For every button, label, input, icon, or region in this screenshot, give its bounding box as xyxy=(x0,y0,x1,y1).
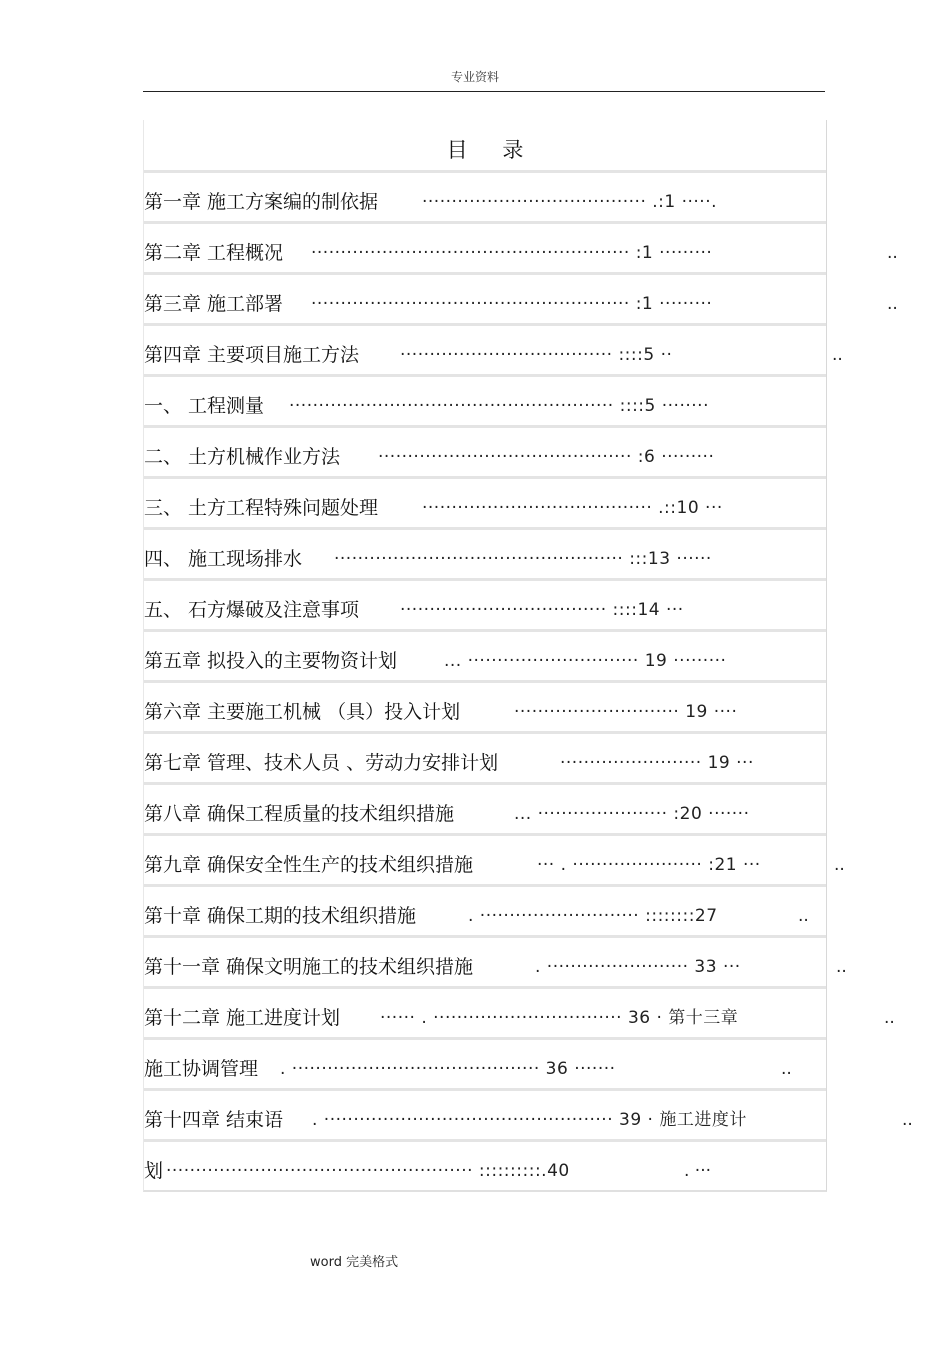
toc-entry-label: 第十一章 确保文明施工的技术组织措施 xyxy=(144,956,474,978)
toc-entry[interactable] xyxy=(144,785,826,836)
toc-entry-leader: ························ 19 ··· xyxy=(560,753,754,773)
toc-entry[interactable] xyxy=(144,1142,826,1190)
toc-entry[interactable] xyxy=(144,530,826,581)
toc-entry-label: 第十章 确保工期的技术组织措施 xyxy=(144,905,417,927)
toc-entry-label: 第七章 管理、技术人员 、劳动力安排计划 xyxy=(144,752,499,774)
toc-entry[interactable] xyxy=(144,734,826,785)
toc-entry-leader: ······················································· ::::5 ········ xyxy=(289,396,709,416)
toc-entry-leader: ······································ .:1 ·····. xyxy=(422,192,718,212)
toc-entry-tail: .. xyxy=(902,1110,913,1130)
toc-entry-tail: . ··· xyxy=(684,1161,712,1181)
toc-entry[interactable] xyxy=(144,377,826,428)
page-header: 专业资料 xyxy=(450,70,499,84)
toc-title: 目 录 xyxy=(144,120,826,173)
toc-entry-leader: ... ····························· 19 ········· xyxy=(444,651,727,671)
toc-entry-label: 第四章 主要项目施工方法 xyxy=(144,344,360,366)
toc-entry-leader: ··································· ::::14 ··· xyxy=(400,600,684,620)
toc-entry-leader: . ························ 33 ··· xyxy=(535,957,741,977)
toc-entry[interactable] xyxy=(144,428,826,479)
toc-entry-tail: .. xyxy=(887,243,898,263)
toc-entry[interactable] xyxy=(144,1091,913,1142)
toc-entry-label: 第二章 工程概况 xyxy=(144,242,284,264)
toc-entry[interactable] xyxy=(144,1040,826,1091)
page-footer: word 完美格式 xyxy=(310,1255,399,1270)
toc-entry-label: 一、 工程测量 xyxy=(144,395,265,417)
toc-entry-label: 第十四章 结束语 xyxy=(144,1109,284,1131)
toc-entry-leader: . ··························· ::::::::27 xyxy=(468,906,718,926)
toc-entry-label: 四、 施工现场排水 xyxy=(144,548,303,570)
toc-entry[interactable] xyxy=(144,938,847,989)
table-of-contents xyxy=(143,120,913,1192)
toc-entry-label: 第九章 确保安全性生产的技术组织措施 xyxy=(144,854,474,876)
toc-entry-tail: .. xyxy=(832,345,843,365)
toc-entry-tail: .. xyxy=(887,294,898,314)
toc-entry-tail: .. xyxy=(781,1059,792,1079)
toc-entry-label: 三、 土方工程特殊问题处理 xyxy=(144,497,379,519)
toc-entry-leader: ···························· 19 ···· xyxy=(514,702,738,722)
toc-entry[interactable] xyxy=(144,836,845,887)
header-rule xyxy=(143,91,825,92)
toc-entry-leader: ······ . ································ 36 · 第十三章 xyxy=(380,1008,739,1028)
toc-entry-leader: . ·········································· 36 ······· xyxy=(280,1059,616,1079)
toc-entry-label: 划 xyxy=(144,1160,164,1182)
toc-entry-tail: .. xyxy=(836,957,847,977)
toc-entry-leader: ······································· .::10 ··· xyxy=(422,498,723,518)
toc-entry-label: 第六章 主要施工机械 （具）投入计划 xyxy=(144,701,461,723)
toc-entry-leader: ··· . ······················ :21 ··· xyxy=(537,855,761,875)
toc-entry[interactable] xyxy=(144,479,826,530)
toc-entry[interactable] xyxy=(144,887,826,938)
toc-entry-leader: . ················································· 39 · 施工进度计 xyxy=(312,1110,747,1130)
toc-entry[interactable] xyxy=(144,224,898,275)
toc-entry-leader: ···················································· ::::::::::.40 xyxy=(166,1161,570,1181)
toc-entry-label: 施工协调管理 xyxy=(144,1058,259,1080)
toc-entry[interactable] xyxy=(144,173,826,224)
toc-entry-leader: ······················································ :1 ········· xyxy=(311,294,713,314)
toc-entry-label: 五、 石方爆破及注意事项 xyxy=(144,599,360,621)
toc-entry-tail: .. xyxy=(834,855,845,875)
toc-entry-tail: .. xyxy=(798,906,809,926)
toc-entry-label: 第一章 施工方案编的制依据 xyxy=(144,191,379,213)
toc-entry-label: 第十二章 施工进度计划 xyxy=(144,1007,341,1029)
toc-entry[interactable] xyxy=(144,275,898,326)
toc-entry-label: 第五章 拟投入的主要物资计划 xyxy=(144,650,398,672)
toc-entry-tail: .. xyxy=(884,1008,895,1028)
toc-entry-leader: ················································· :::13 ······ xyxy=(334,549,712,569)
toc-entry-label: 第八章 确保工程质量的技术组织措施 xyxy=(144,803,455,825)
toc-entry[interactable] xyxy=(144,683,826,734)
toc-entry-label: 第三章 施工部署 xyxy=(144,293,284,315)
toc-entry-leader: ···································· ::::5 ·· xyxy=(400,345,673,365)
toc-entry-leader: ··········································· :6 ········· xyxy=(378,447,715,467)
toc-entry[interactable] xyxy=(144,632,826,683)
toc-entry-label: 二、 土方机械作业方法 xyxy=(144,446,341,468)
toc-entry-leader: ... ······················ :20 ······· xyxy=(514,804,750,824)
toc-entry[interactable] xyxy=(144,989,895,1040)
toc-entry-leader: ······················································ :1 ········· xyxy=(311,243,713,263)
toc-entry[interactable] xyxy=(144,581,826,632)
toc-entry[interactable] xyxy=(144,326,843,377)
